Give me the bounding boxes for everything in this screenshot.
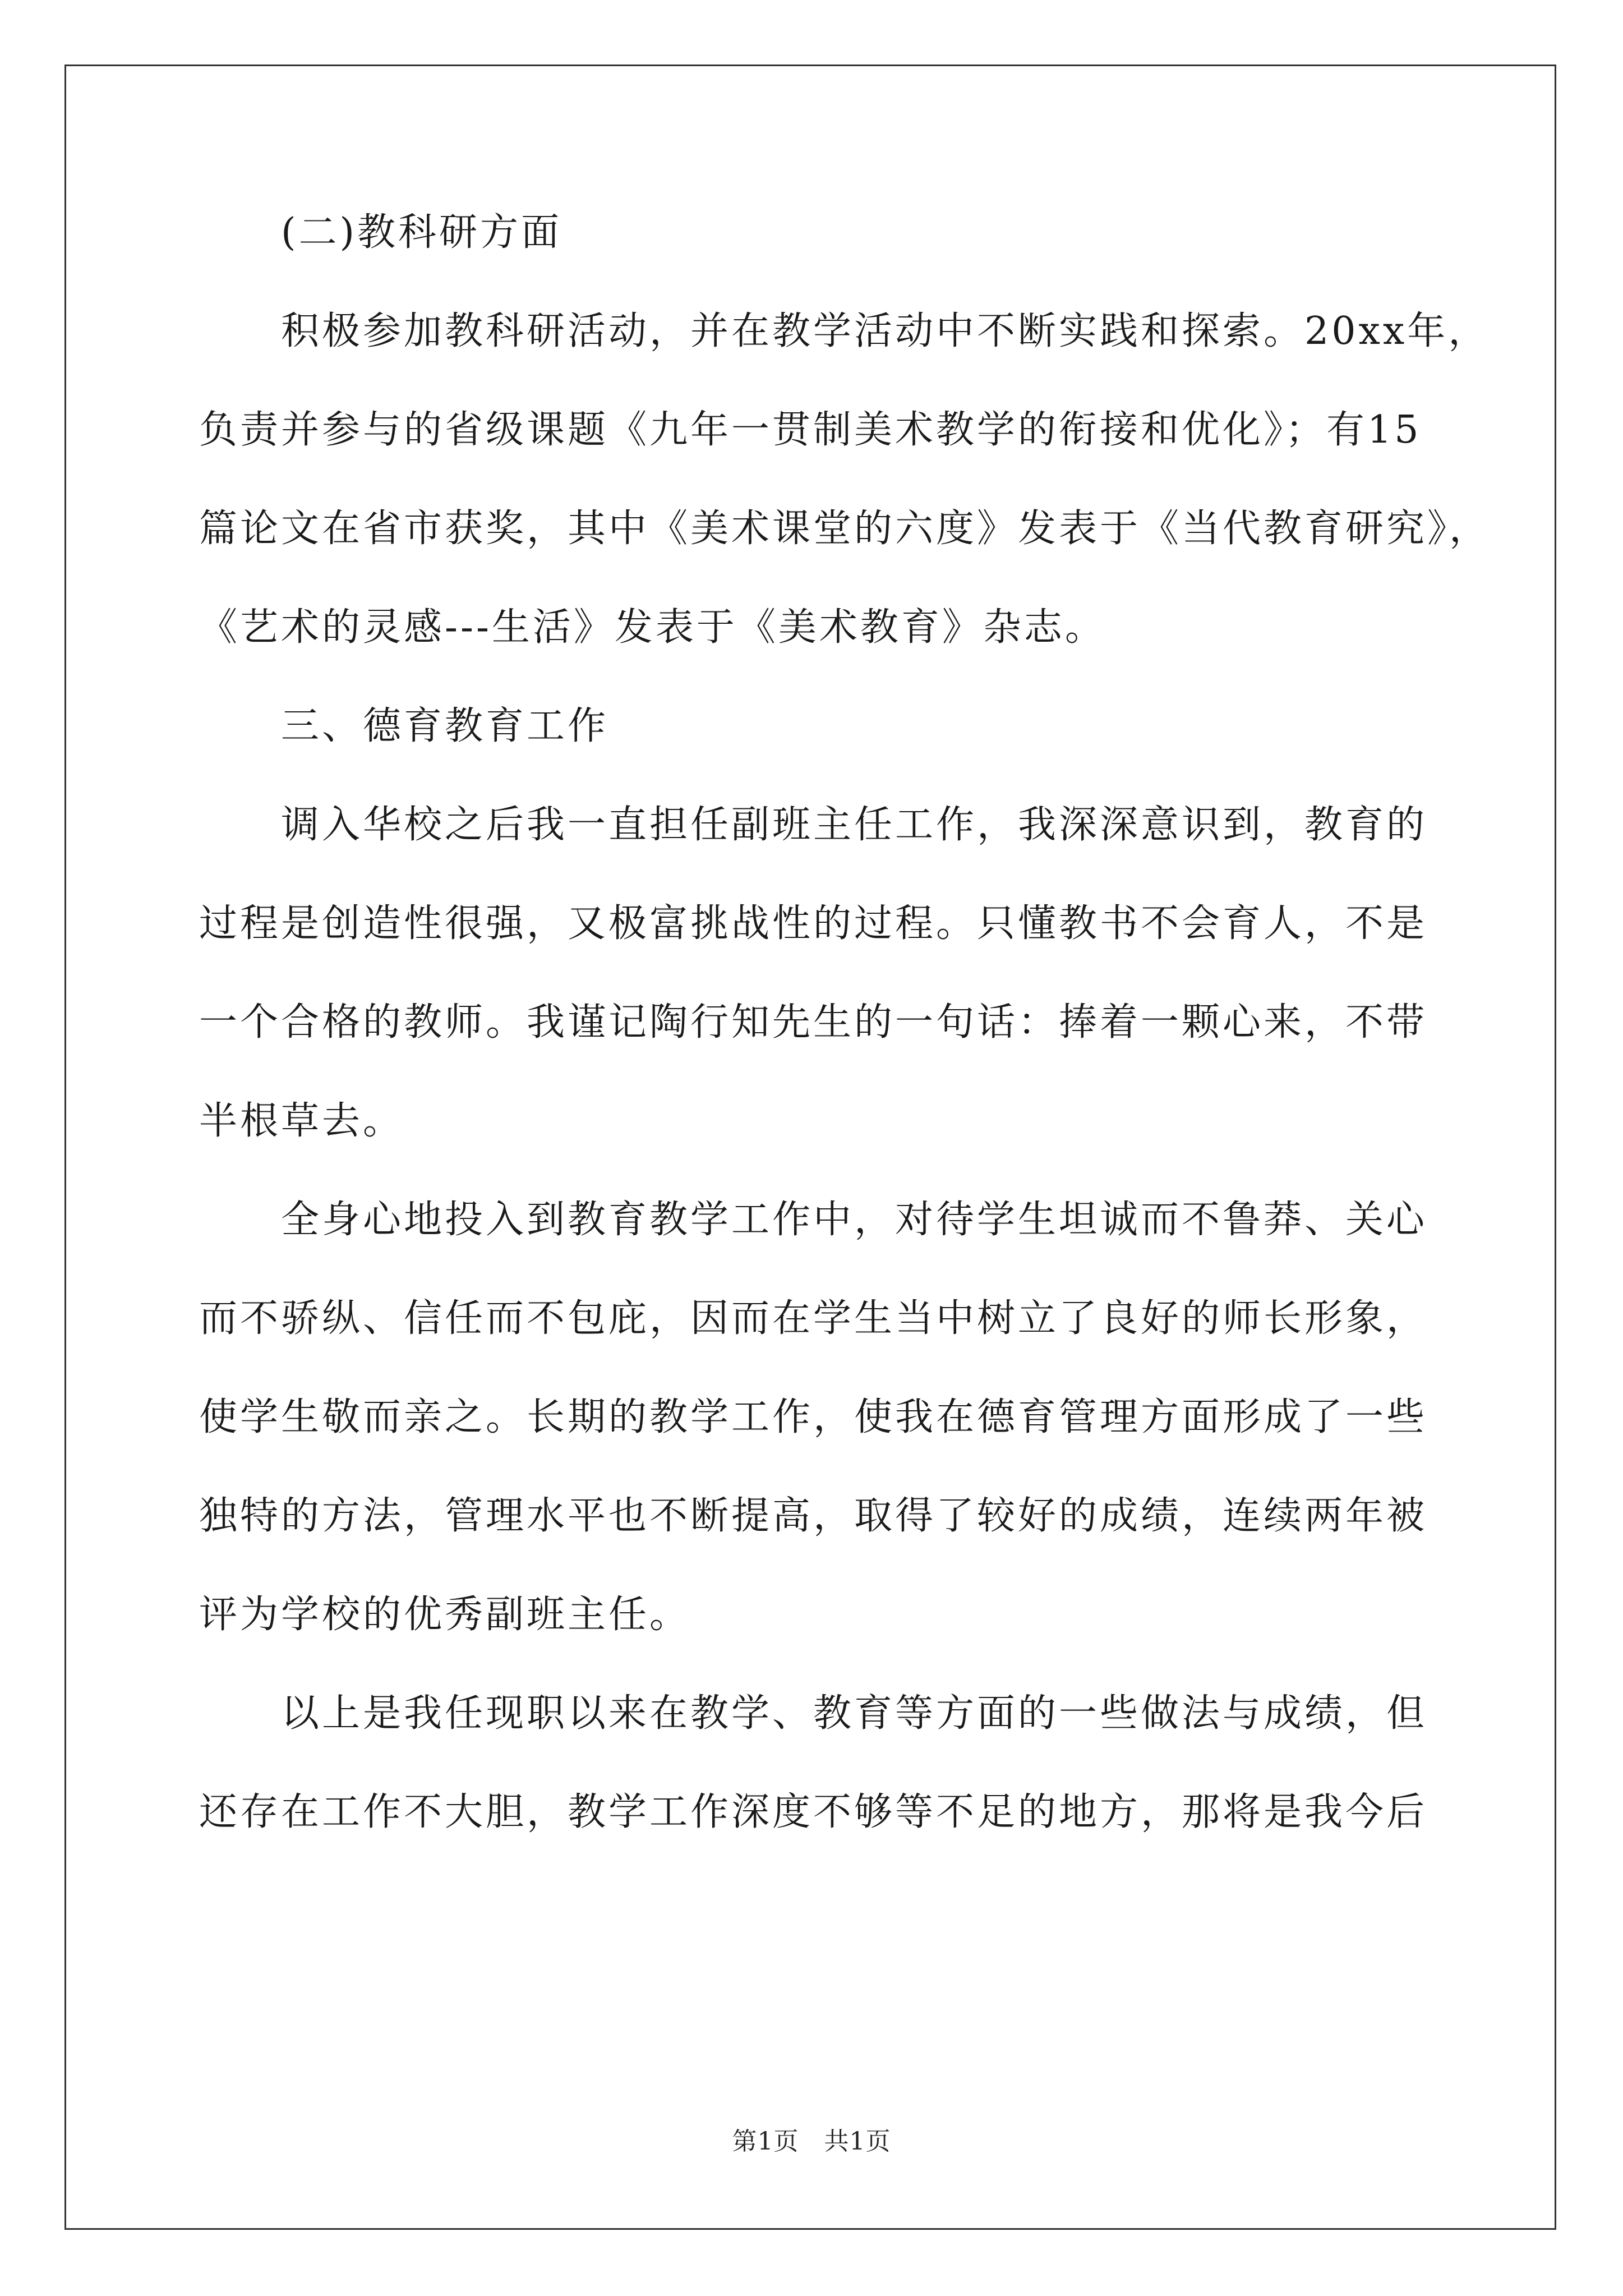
- text-line: 还存在工作不大胆，教学工作深度不够等不足的地方，那将是我今后: [199, 1790, 1428, 1834]
- text-line: 积极参加教科研活动，并在教学活动中不断实践和探索。20xx年，: [199, 309, 1490, 353]
- text-line: 使学生敬而亲之。长期的教学工作，使我在德育管理方面形成了一些: [199, 1395, 1428, 1439]
- page-footer: 第1页 共1页: [732, 2127, 891, 2156]
- text-line: 半根草去。: [199, 1099, 404, 1143]
- text-line: 一个合格的教师。我谨记陶行知先生的一句话：捧着一颗心来，不带: [199, 1000, 1428, 1045]
- text-line: (二)教科研方面: [199, 210, 562, 255]
- text-line: 评为学校的优秀副班主任。: [199, 1593, 691, 1637]
- text-line: 三、德育教育工作: [199, 704, 609, 748]
- text-line: 而不骄纵、信任而不包庇，因而在学生当中树立了良好的师长形象，: [199, 1296, 1428, 1341]
- text-line: 篇论文在省市获奖，其中《美术课堂的六度》发表于《当代教育研究》，: [199, 507, 1491, 551]
- text-line: 过程是创造性很强，又极富挑战性的过程。只懂教书不会育人，不是: [199, 901, 1428, 946]
- page-border: [64, 65, 1556, 2230]
- text-line: 全身心地投入到教育教学工作中，对待学生坦诚而不鲁莽、关心: [199, 1198, 1428, 1242]
- text-line: 以上是我任现职以来在教学、教育等方面的一些做法与成绩，但: [199, 1691, 1428, 1736]
- text-line: 调入华校之后我一直担任副班主任工作，我深深意识到，教育的: [199, 803, 1428, 847]
- text-line: 负责并参与的省级课题《九年一贯制美术教学的衔接和优化》；有15: [199, 408, 1422, 452]
- text-line: 独特的方法，管理水平也不断提高，取得了较好的成绩，连续两年被: [199, 1494, 1428, 1538]
- text-line: 《艺术的灵感---生活》发表于《美术教育》杂志。: [199, 605, 1106, 650]
